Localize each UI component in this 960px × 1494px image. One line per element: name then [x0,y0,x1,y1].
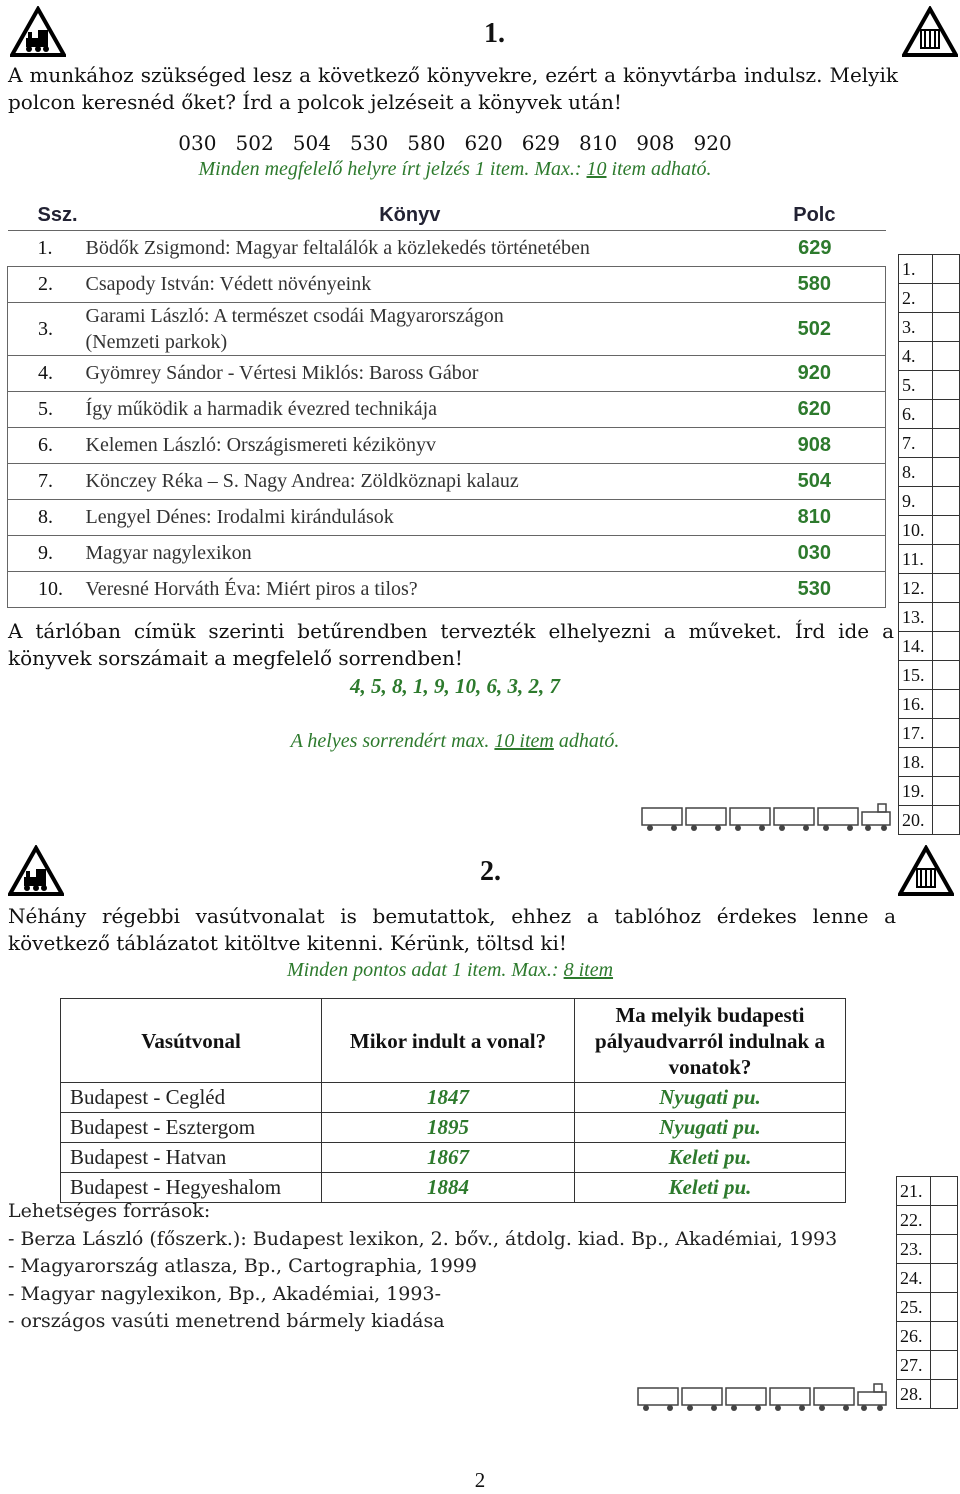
book-row: 4. Gyömrey Sándor - Vértesi Miklós: Baross Gábor 920 [8,356,886,392]
score-cell: 13. [899,603,959,632]
book-row: 10. Veresné Horváth Éva: Miért piros a tilos? 530 [8,572,886,608]
order-answer: 4, 5, 8, 1, 9, 10, 6, 3, 2, 7 [350,674,560,698]
page-number: 2 [474,1468,486,1492]
score-cell: 17. [899,719,959,748]
score-cell: 20. [899,806,959,834]
score-cell: 4. [899,342,959,371]
order-question: A tárlóban címük szerinti betűrendben tervezték elhelyezni a műveket. Írd ide a könyvek sorszámait a megfelelő sorrendben! [8,619,894,670]
source-item: - Berza László (főszerk.): Budapest lexikon, 2. bőv., átdolg. kiad. Bp., Akadémiai, 1993 [8,1227,838,1250]
score-cell: 19. [899,777,959,806]
book-row: 9. Magyar nagylexikon 030 [8,536,886,572]
header-num: Ssz. [37,203,78,226]
header-shelf: Polc [793,203,836,226]
book-row: 5. Így működik a harmadik évezred technikája 620 [8,392,886,428]
table-row: Budapest - Hatvan 1867 Keleti pu. [61,1143,846,1173]
score-cell: 1. [899,255,959,284]
section-2-scoring: Minden pontos adat 1 item. Max.: 8 item [286,959,614,981]
table-row: Budapest - Esztergom 1895 Nyugati pu. [61,1113,846,1143]
score-cell: 14. [899,632,959,661]
source-item: - országos vasúti menetrend bármely kiadása [8,1310,445,1332]
score-cell: 26. [897,1322,957,1351]
locomotive-warning-sign-icon [10,6,66,58]
railway-gate-sign-icon [898,845,954,897]
score-cell: 15. [899,661,959,690]
books-table [7,200,886,608]
score-cell: 21. [897,1177,957,1206]
train-icon [640,802,896,832]
score-cell: 9. [899,487,959,516]
header-book: Könyv [379,203,441,226]
source-item: - Magyar nagylexikon, Bp., Akadémiai, 1993- [8,1282,441,1305]
book-row: 2. Csapody István: Védett növényeink 580 [8,267,886,303]
score-cell: 12. [899,574,959,603]
score-cell: 24. [897,1264,957,1293]
sources-title: Lehetséges források: [8,1200,211,1222]
train-icon [636,1382,892,1412]
book-row: 3. Garami László: A természet csodái Magyarországon (Nemzeti parkok) 502 [8,303,886,356]
score-cell: 10. [899,516,959,545]
section-1-scoring: Minden megfelelő helyre írt jelzés 1 item. Max.: 10 item adható. [198,158,712,180]
book-row: 7. Könczey Réka – S. Nagy Andrea: Zöldköznapi kalauz 504 [8,464,886,500]
section-1-intro: A munkához szükséged lesz a következő könyvekre, ezért a könyvtárba indulsz. Melyik polcon keresnéd őket? Írd a polcok jelzéseit a könyvek után! [8,63,898,114]
score-cell: 18. [899,748,959,777]
table-row: Budapest - Hegyeshalom 1884 Keleti pu. [61,1173,846,1203]
score-cell: 11. [899,545,959,574]
locomotive-warning-sign-icon [8,845,64,897]
score-cell: 16. [899,690,959,719]
header-station: Ma melyik budapesti pályaudvarról indulnak a vonatok? [575,999,846,1083]
score-cell: 6. [899,400,959,429]
score-cell: 28. [897,1380,957,1408]
header-line: Vasútvonal [61,999,322,1083]
railway-table [60,998,846,1203]
score-cell: 8. [899,458,959,487]
section-2-number: 2. [480,856,501,887]
book-row: 8. Lengyel Dénes: Irodalmi kirándulások 810 [8,500,886,536]
score-cell: 25. [897,1293,957,1322]
table-row: Budapest - Cegléd 1847 Nyugati pu. [61,1083,846,1113]
sources [8,1198,837,1336]
score-cell: 3. [899,313,959,342]
score-cell: 23. [897,1235,957,1264]
section-1-number: 1. [484,18,505,49]
score-cell: 22. [897,1206,957,1235]
score-cell: 7. [899,429,959,458]
order-scoring: A helyes sorrendért max. 10 item adható. [290,730,620,752]
book-row: 1. Bödők Zsigmond: Magyar feltalálók a közlekedés történetében 629 [8,231,886,267]
score-cell: 5. [899,371,959,400]
header-year: Mikor indult a vonal? [322,999,575,1083]
score-cell: 2. [899,284,959,313]
score-box-2 [896,1176,958,1409]
shelf-codes: 030 502 504 530 580 620 629 810 908 920 [178,131,732,155]
section-2-intro: Néhány régebbi vasútvonalat is bemutattok, ehhez a tablóhoz érdekes lenne a következő táblázatot kitöltve kitenni. Kérünk, töltsd ki! [8,904,896,955]
source-item: - Magyarország atlasza, Bp., Cartographia, 1999 [8,1255,477,1277]
railway-gate-sign-icon [902,6,958,58]
score-cell: 27. [897,1351,957,1380]
book-row: 6. Kelemen László: Országismereti kézikönyv 908 [8,428,886,464]
